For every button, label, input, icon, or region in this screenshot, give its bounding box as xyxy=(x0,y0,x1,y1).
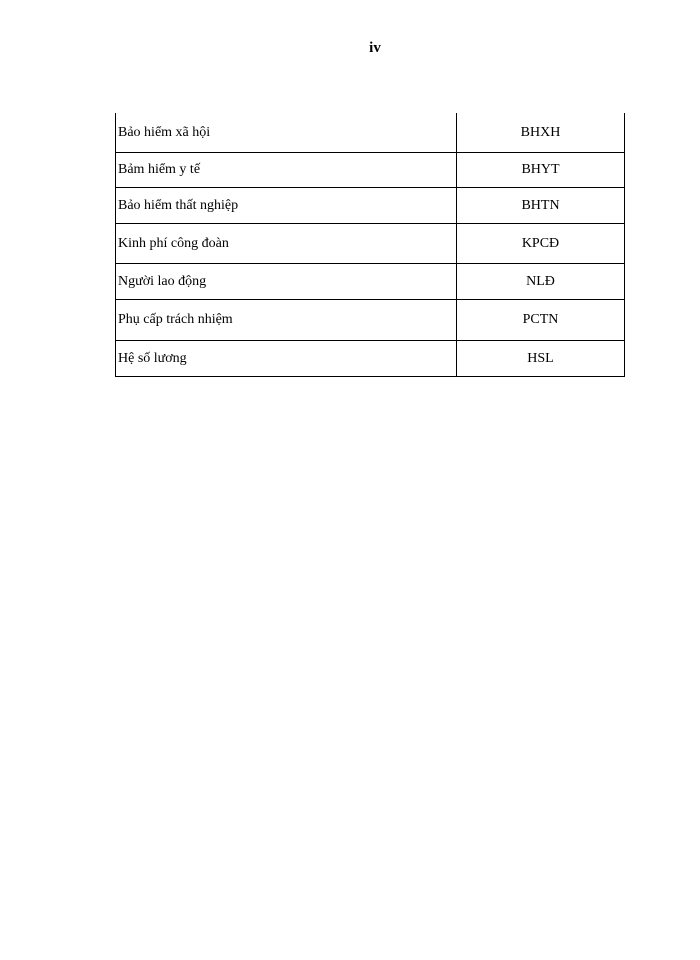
page-number: iv xyxy=(369,40,381,56)
abbreviation-cell: HSL xyxy=(457,341,625,377)
term-cell: Bảo hiểm xã hội xyxy=(116,113,457,153)
term-cell: Bảm hiểm y tế xyxy=(116,153,457,188)
table-row xyxy=(116,300,625,341)
abbreviation-cell: BHTN xyxy=(457,188,625,224)
table-row xyxy=(116,224,625,264)
abbreviation-cell: BHYT xyxy=(457,153,625,188)
abbreviation-cell: NLĐ xyxy=(457,264,625,300)
table-row xyxy=(116,341,625,377)
table-row xyxy=(116,264,625,300)
term-cell: Phụ cấp trách nhiệm xyxy=(116,300,457,341)
table-row xyxy=(116,113,625,153)
abbreviation-cell: PCTN xyxy=(457,300,625,341)
abbreviation-cell: BHXH xyxy=(457,113,625,153)
table-row xyxy=(116,153,625,188)
term-cell: Kinh phí công đoàn xyxy=(116,224,457,264)
table-row xyxy=(116,188,625,224)
term-cell: Người lao động xyxy=(116,264,457,300)
abbreviations-table xyxy=(115,113,625,377)
term-cell: Bảo hiểm thất nghiệp xyxy=(116,188,457,224)
term-cell: Hệ số lương xyxy=(116,341,457,377)
abbreviation-cell: KPCĐ xyxy=(457,224,625,264)
